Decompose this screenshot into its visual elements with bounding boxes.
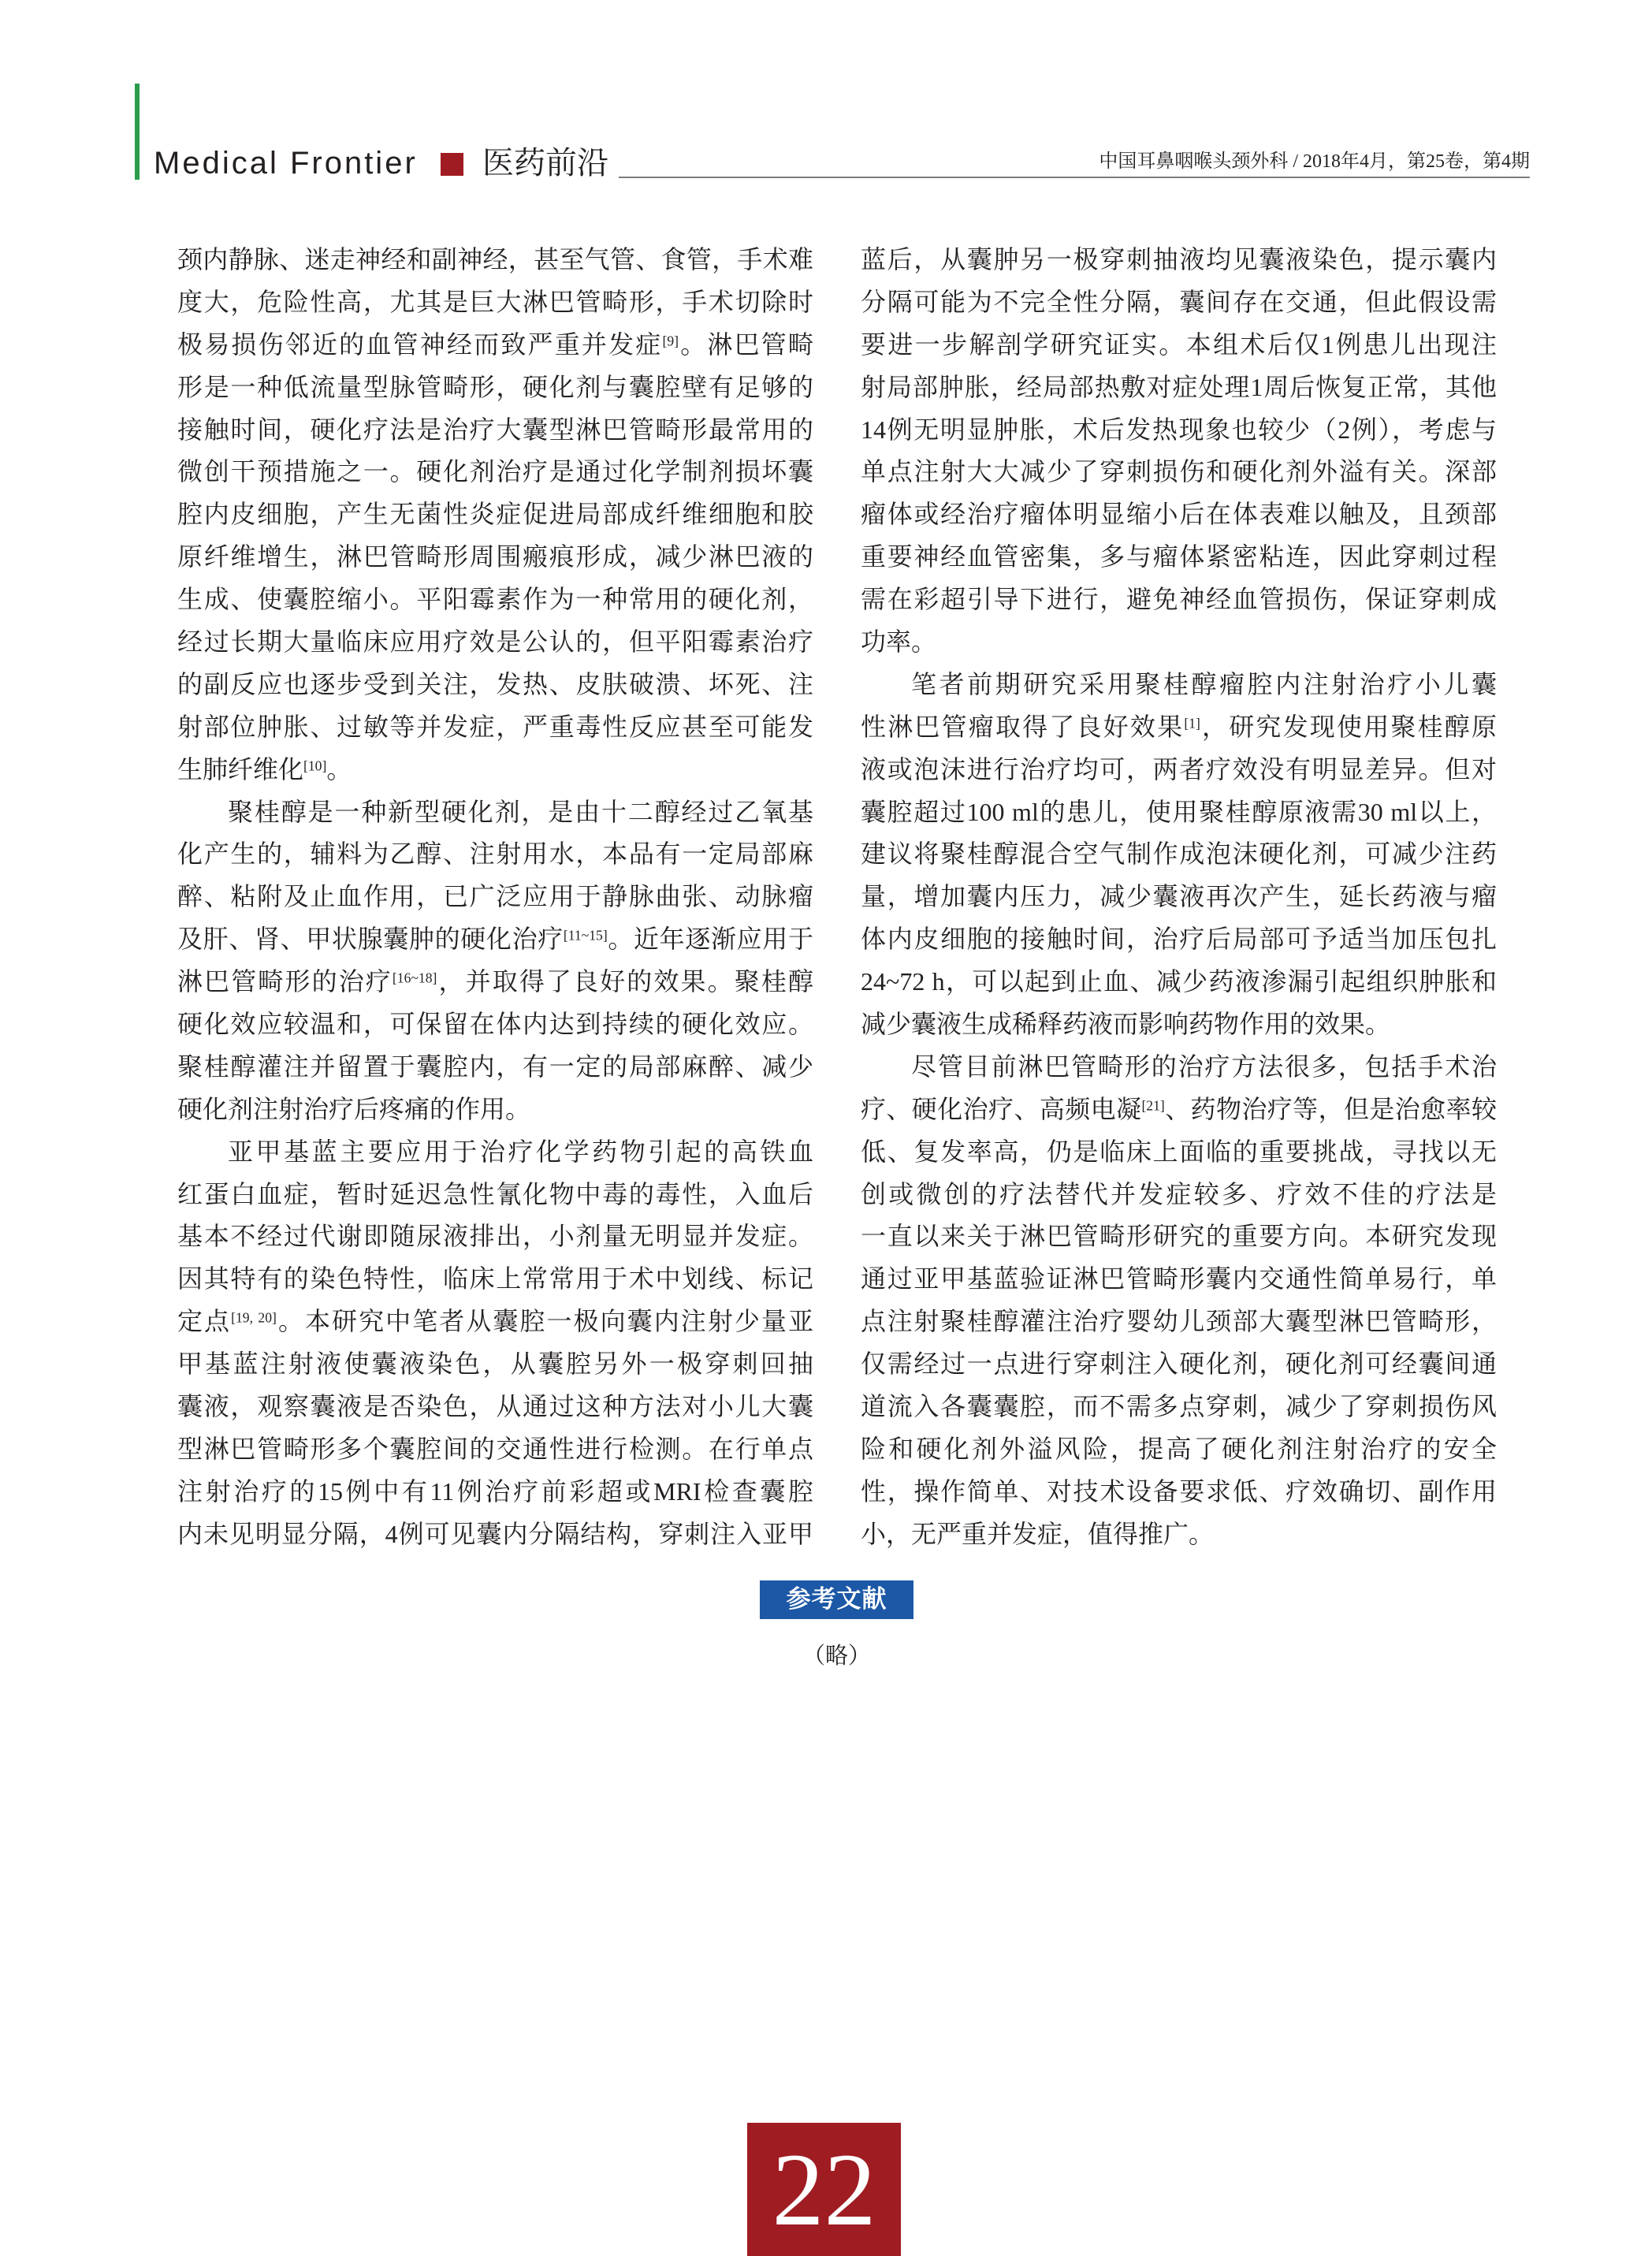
text-line <box>861 706 1497 749</box>
text-line <box>177 918 813 961</box>
text-run: 基本不经过代谢即随尿液排出，小剂量无明显并发症。 <box>177 1222 813 1251</box>
text-run: 射局部肿胀，经局部热敷对症处理1周后恢复正常，其他 <box>861 372 1497 401</box>
text-line <box>177 1513 813 1556</box>
citation-superscript: [1] <box>1184 715 1200 732</box>
text-line <box>861 1386 1497 1428</box>
text-line <box>861 1343 1497 1386</box>
text-line <box>861 1089 1497 1131</box>
text-run: 低、复发率高，仍是临床上面临的重要挑战，寻找以无 <box>861 1137 1497 1166</box>
text-line <box>177 1089 813 1131</box>
text-run: 量，增加囊内压力，减少囊液再次产生，延长药液与瘤 <box>861 882 1497 911</box>
text-column-left <box>177 239 813 1556</box>
text-line <box>861 1174 1497 1216</box>
text-line <box>861 1046 1497 1089</box>
text-line <box>177 749 813 791</box>
text-line <box>861 281 1497 324</box>
text-line <box>177 1428 813 1471</box>
text-run: 一直以来关于淋巴管畸形研究的重要方向。本研究发现 <box>861 1222 1497 1251</box>
text-line <box>177 1258 813 1301</box>
paragraph <box>177 791 813 1131</box>
magazine-title-cn: 医药前沿 <box>482 145 608 181</box>
text-run: 腔内皮细胞，产生无菌性炎症促进局部成纤维细胞和胶 <box>177 500 813 529</box>
text-run: 内未见明显分隔，4例可见囊内分隔结构，穿刺注入亚甲 <box>177 1519 813 1548</box>
text-run: 性淋巴管瘤取得了良好效果 <box>861 712 1185 741</box>
text-line <box>177 664 813 706</box>
text-line <box>177 324 813 367</box>
text-run: 因其特有的染色特性，临床上常常用于术中划线、标记 <box>177 1264 813 1294</box>
text-line <box>861 664 1497 706</box>
text-line <box>861 1215 1497 1258</box>
text-run: 。 <box>326 754 352 784</box>
citation-superscript: [21] <box>1141 1097 1165 1114</box>
citation-superscript: [10] <box>303 758 327 774</box>
text-run: 淋巴管畸形的治疗 <box>177 967 393 996</box>
text-run: 聚桂醇灌注并留置于囊腔内，有一定的局部麻醉、减少 <box>177 1052 813 1081</box>
text-run: 尽管目前淋巴管畸形的治疗方法很多，包括手术治 <box>911 1052 1497 1081</box>
page-number-box <box>747 2123 901 2256</box>
references-omitted-note: （略） <box>802 1644 871 1669</box>
text-run: 仅需经过一点进行穿刺注入硬化剂，硬化剂可经囊间通 <box>861 1350 1497 1379</box>
text-line <box>177 1471 813 1513</box>
text-line <box>177 1174 813 1216</box>
text-run: 接触时间，硬化疗法是治疗大囊型淋巴管畸形最常用的 <box>177 415 813 444</box>
text-line <box>861 1513 1497 1556</box>
text-line <box>861 324 1497 367</box>
text-run: 定点 <box>177 1307 232 1336</box>
journal-citation: 中国耳鼻咽喉头颈外科 / 2018年4月，第25卷，第4期 <box>1099 151 1530 172</box>
text-run: 、药物治疗等，但是治愈率较 <box>1164 1094 1497 1123</box>
text-run: 分隔可能为不完全性分隔，囊间存在交通，但此假设需 <box>861 287 1497 316</box>
text-line <box>861 621 1497 664</box>
text-line <box>177 706 813 749</box>
text-line <box>177 1215 813 1258</box>
text-line <box>861 579 1497 621</box>
citation-superscript: [16~18] <box>392 970 437 986</box>
text-run: 生成、使囊腔缩小。平阳霉素作为一种常用的硬化剂， <box>177 585 813 614</box>
text-line <box>177 493 813 536</box>
text-run: 的副反应也逐步受到关注，发热、皮肤破溃、坏死、注 <box>177 669 813 698</box>
text-run: 道流入各囊囊腔，而不需多点穿刺，减少了穿刺损伤风 <box>861 1392 1497 1421</box>
citation-superscript: [19, 20] <box>231 1309 277 1326</box>
text-run: 单点注射大大减少了穿刺损伤和硬化剂外溢有关。深部 <box>861 457 1497 486</box>
text-line <box>861 451 1497 493</box>
text-run: 经过长期大量临床应用疗效是公认的，但平阳霉素治疗 <box>177 627 813 657</box>
page-number: 22 <box>772 2131 876 2247</box>
text-line <box>861 961 1497 1003</box>
text-run: 液或泡沫进行治疗均可，两者疗效没有明显差异。但对 <box>861 754 1497 784</box>
text-line <box>177 1003 813 1046</box>
text-line <box>861 1428 1497 1471</box>
text-run: 形是一种低流量型脉管畸形，硬化剂与囊腔壁有足够的 <box>177 372 813 401</box>
text-line <box>861 367 1497 409</box>
header-red-square <box>441 153 463 176</box>
text-run: 。淋巴管畸 <box>679 329 813 359</box>
text-run: 微创干预措施之一。硬化剂治疗是通过化学制剂损坏囊 <box>177 457 813 486</box>
text-run: 化产生的，辅料为乙醇、注射用水，本品有一定局部麻 <box>177 839 813 869</box>
text-run: 小，无严重并发症，值得推广。 <box>861 1519 1215 1548</box>
text-run: 甲基蓝注射液使囊液染色，从囊腔另外一极穿刺回抽 <box>177 1350 813 1379</box>
text-run: 亚甲基蓝主要应用于治疗化学药物引起的高铁血 <box>228 1137 813 1166</box>
text-run: 及肝、肾、甲状腺囊肿的硬化治疗 <box>177 925 564 954</box>
text-line <box>177 239 813 281</box>
paragraph <box>177 1131 813 1556</box>
text-line <box>177 1386 813 1428</box>
text-run: 点注射聚桂醇灌注治疗婴幼儿颈部大囊型淋巴管畸形， <box>861 1307 1497 1336</box>
text-run: 疗、硬化治疗、高频电凝 <box>861 1094 1142 1123</box>
text-run: 蓝后，从囊肿另一极穿刺抽液均见囊液染色，提示囊内 <box>861 245 1497 274</box>
text-run: 建议将聚桂醇混合空气制作成泡沫硬化剂，可减少注药 <box>861 839 1497 869</box>
text-line <box>861 1258 1497 1301</box>
text-line <box>177 1131 813 1174</box>
text-line <box>177 833 813 876</box>
text-run: 度大，危险性高，尤其是巨大淋巴管畸形，手术切除时 <box>177 287 813 316</box>
text-run: 颈内静脉、迷走神经和副神经，甚至气管、食管，手术难 <box>177 245 813 274</box>
text-run: 注射治疗的15例中有11例治疗前彩超或MRI检查囊腔 <box>177 1476 813 1506</box>
magazine-title-en: Medical Frontier <box>154 146 418 181</box>
text-run: 硬化剂注射治疗后疼痛的作用。 <box>177 1094 531 1123</box>
text-line <box>177 367 813 409</box>
text-line <box>177 1046 813 1089</box>
text-run: 囊腔超过100 ml的患儿，使用聚桂醇原液需30 ml以上， <box>861 797 1497 826</box>
paragraph <box>861 1046 1497 1556</box>
text-line <box>861 1471 1497 1513</box>
text-line <box>861 1131 1497 1174</box>
text-line <box>861 239 1497 281</box>
text-run: ，并取得了良好的效果。聚桂醇 <box>437 967 813 996</box>
text-run: 原纤维增生，淋巴管畸形周围瘢痕形成，减少淋巴液的 <box>177 542 813 571</box>
text-run: 笔者前期研究采用聚桂醇瘤腔内注射治疗小儿囊 <box>911 669 1497 698</box>
text-run: 创或微创的疗法替代并发症较多、疗效不佳的疗法是 <box>861 1179 1497 1208</box>
citation-superscript: [9] <box>662 333 679 349</box>
text-line <box>861 876 1497 918</box>
text-line <box>861 1003 1497 1046</box>
paragraph <box>177 239 813 791</box>
text-run: 瘤体或经治疗瘤体明显缩小后在体表难以触及，且颈部 <box>861 500 1497 529</box>
text-line <box>861 918 1497 961</box>
text-run: 要进一步解剖学研究证实。本组术后仅1例患儿出现注 <box>861 329 1497 359</box>
text-run: 体内皮细胞的接触时间，治疗后局部可予适当加压包扎 <box>861 925 1497 954</box>
text-line <box>177 536 813 579</box>
references-heading: 参考文献 <box>760 1580 913 1619</box>
text-run: 极易损伤邻近的血管神经而致严重并发症 <box>177 329 663 359</box>
citation-superscript: [11~15] <box>563 927 608 944</box>
text-run: 险和硬化剂外溢风险，提高了硬化剂注射治疗的安全 <box>861 1434 1497 1463</box>
text-line <box>177 451 813 493</box>
text-line <box>177 281 813 324</box>
text-run: 减少囊液生成稀释药液而影响药物作用的效果。 <box>861 1010 1391 1039</box>
text-line <box>177 791 813 834</box>
text-line <box>177 621 813 664</box>
text-line <box>861 791 1497 834</box>
header-accent-bar <box>135 84 140 180</box>
text-line <box>177 876 813 918</box>
text-run: 功率。 <box>861 627 937 657</box>
text-run: 14例无明显肿胀，术后发热现象也较少（2例），考虑与 <box>861 415 1497 444</box>
text-line <box>861 1301 1497 1343</box>
text-run: 醉、粘附及止血作用，已广泛应用于静脉曲张、动脉瘤 <box>177 882 813 911</box>
header-rule <box>619 177 1530 178</box>
text-line <box>861 833 1497 876</box>
text-line <box>177 961 813 1003</box>
text-run: 生肺纤维化 <box>177 754 304 784</box>
text-run: 射部位肿胀、过敏等并发症，严重毒性反应甚至可能发 <box>177 712 813 741</box>
text-column-right <box>861 239 1497 1556</box>
text-line <box>861 536 1497 579</box>
text-run: 红蛋白血症，暂时延迟急性氰化物中毒的毒性，入血后 <box>177 1179 813 1208</box>
text-line <box>177 579 813 621</box>
text-line <box>861 749 1497 791</box>
text-run: 性，操作简单、对技术设备要求低、疗效确切、副作用 <box>861 1476 1497 1506</box>
text-line <box>177 409 813 452</box>
text-run: 通过亚甲基蓝验证淋巴管畸形囊内交通性简单易行，单 <box>861 1264 1497 1294</box>
text-run: 硬化效应较温和，可保留在体内达到持续的硬化效应。 <box>177 1010 813 1039</box>
text-run: 。近年逐渐应用于 <box>607 925 813 954</box>
paragraph <box>861 239 1497 664</box>
text-run: ，研究发现使用聚桂醇原 <box>1200 712 1497 741</box>
text-run: 。本研究中笔者从囊腔一极向囊内注射少量亚 <box>276 1307 813 1336</box>
paragraph <box>861 664 1497 1046</box>
text-line <box>177 1301 813 1343</box>
text-line <box>861 409 1497 452</box>
text-run: 24~72 h，可以起到止血、减少药液渗漏引起组织肿胀和 <box>861 967 1497 996</box>
text-run: 型淋巴管畸形多个囊腔间的交通性进行检测。在行单点 <box>177 1434 813 1463</box>
text-run: 聚桂醇是一种新型硬化剂，是由十二醇经过乙氧基 <box>228 797 813 826</box>
text-line <box>177 1343 813 1386</box>
text-line <box>861 493 1497 536</box>
text-run: 重要神经血管密集，多与瘤体紧密粘连，因此穿刺过程 <box>861 542 1497 571</box>
text-run: 需在彩超引导下进行，避免神经血管损伤，保证穿刺成 <box>861 585 1497 614</box>
text-run: 囊液，观察囊液是否染色，从通过这种方法对小儿大囊 <box>177 1392 813 1421</box>
